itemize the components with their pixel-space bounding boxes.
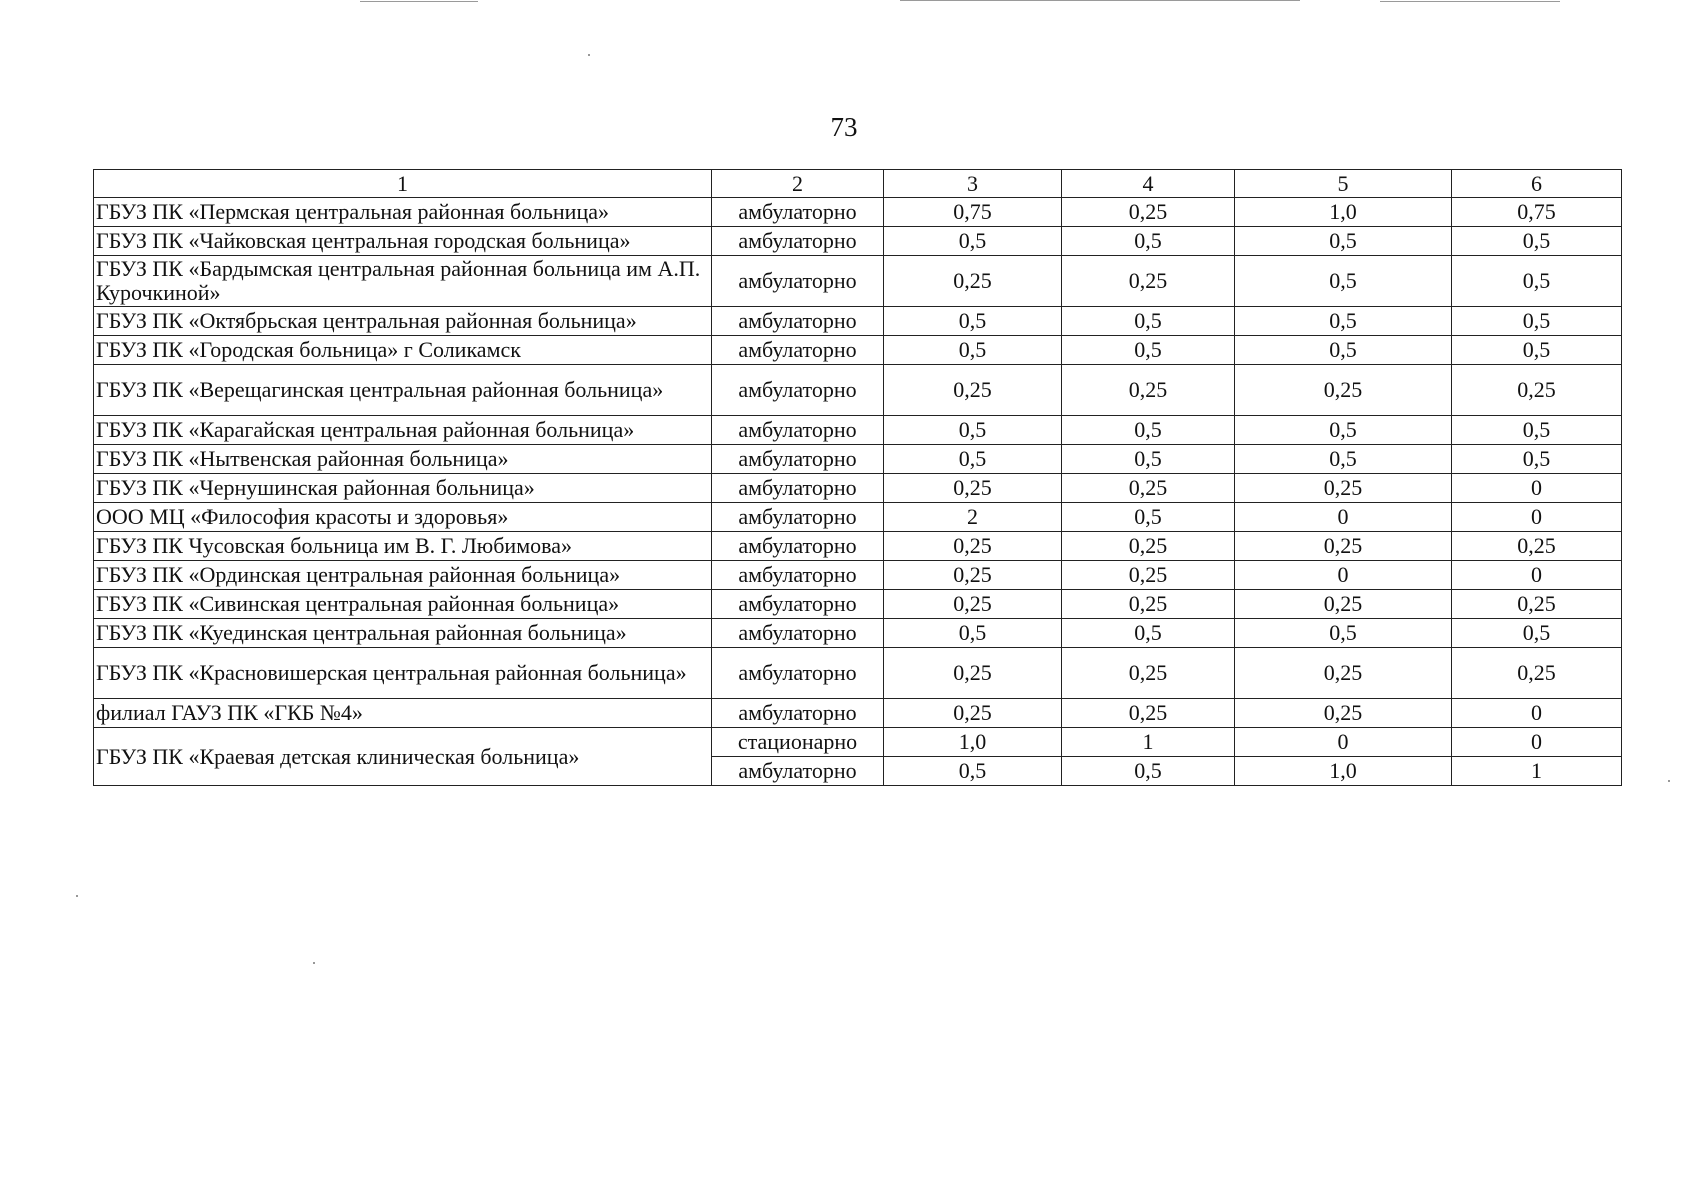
value-col3: 0,5: [884, 307, 1062, 336]
care-mode: амбулаторно: [712, 256, 884, 307]
value-col4: 0,5: [1062, 619, 1235, 648]
table-row: [94, 503, 1622, 532]
value-col3: 0,25: [884, 365, 1062, 416]
care-mode: амбулаторно: [712, 307, 884, 336]
table-row: [94, 445, 1622, 474]
institution-name: ГБУЗ ПК «Верещагинская центральная районная больница»: [94, 365, 712, 416]
table-row: [94, 365, 1622, 416]
value-col6: 0,25: [1452, 590, 1622, 619]
value-col5: 0,5: [1235, 227, 1452, 256]
care-mode: амбулаторно: [712, 532, 884, 561]
header-cell: 5: [1235, 170, 1452, 198]
value-col5: 0,25: [1235, 365, 1452, 416]
value-col6: 0: [1452, 503, 1622, 532]
value-col4: 0,25: [1062, 198, 1235, 227]
value-col6: 0,5: [1452, 227, 1622, 256]
institution-name: ГБУЗ ПК «Бардымская центральная районная больница им А.П. Курочкиной»: [94, 256, 712, 307]
value-col4: 0,25: [1062, 474, 1235, 503]
institution-name: ГБУЗ ПК «Краевая детская клиническая больница»: [94, 728, 712, 786]
value-col3: 0,5: [884, 336, 1062, 365]
institution-name: ГБУЗ ПК «Пермская центральная районная больница»: [94, 198, 712, 227]
value-col6: 0,5: [1452, 619, 1622, 648]
header-cell: 4: [1062, 170, 1235, 198]
table-row: [94, 699, 1622, 728]
value-col3: 0,25: [884, 561, 1062, 590]
care-mode: амбулаторно: [712, 198, 884, 227]
allocation-table: [93, 169, 1622, 786]
value-col5: 0: [1235, 561, 1452, 590]
care-mode: амбулаторно: [712, 561, 884, 590]
value-col6: 0,25: [1452, 532, 1622, 561]
table-row: [94, 728, 1622, 757]
value-col5: 0,25: [1235, 590, 1452, 619]
value-col4: 0,5: [1062, 503, 1235, 532]
scan-artifact: [1668, 780, 1670, 782]
institution-name: ГБУЗ ПК «Карагайская центральная районная больница»: [94, 416, 712, 445]
institution-name: ГБУЗ ПК «Чернушинская районная больница»: [94, 474, 712, 503]
value-col5: 0,5: [1235, 416, 1452, 445]
institution-name: ГБУЗ ПК «Сивинская центральная районная больница»: [94, 590, 712, 619]
value-col3: 0,25: [884, 648, 1062, 699]
value-col4: 0,5: [1062, 757, 1235, 786]
table-row: [94, 336, 1622, 365]
value-col4: 0,25: [1062, 532, 1235, 561]
value-col5: 0: [1235, 503, 1452, 532]
value-col3: 0,5: [884, 757, 1062, 786]
value-col5: 1,0: [1235, 198, 1452, 227]
institution-name: филиал ГАУЗ ПК «ГКБ №4»: [94, 699, 712, 728]
header-cell: 1: [94, 170, 712, 198]
institution-name: ГБУЗ ПК «Ординская центральная районная больница»: [94, 561, 712, 590]
care-mode: амбулаторно: [712, 699, 884, 728]
table-row: [94, 590, 1622, 619]
value-col6: 0,5: [1452, 336, 1622, 365]
value-col3: 0,5: [884, 416, 1062, 445]
value-col4: 0,5: [1062, 227, 1235, 256]
institution-name: ГБУЗ ПК «Красновишерская центральная районная больница»: [94, 648, 712, 699]
table-row: [94, 474, 1622, 503]
value-col4: 0,25: [1062, 256, 1235, 307]
table-row: [94, 198, 1622, 227]
care-mode: амбулаторно: [712, 590, 884, 619]
value-col3: 0,25: [884, 474, 1062, 503]
value-col3: 1,0: [884, 728, 1062, 757]
value-col5: 1,0: [1235, 757, 1452, 786]
scan-artifact: [313, 962, 315, 964]
value-col4: 1: [1062, 728, 1235, 757]
value-col3: 0,25: [884, 532, 1062, 561]
value-col6: 1: [1452, 757, 1622, 786]
institution-name: ГБУЗ ПК Чусовская больница им В. Г. Любимова»: [94, 532, 712, 561]
care-mode: амбулаторно: [712, 503, 884, 532]
care-mode: амбулаторно: [712, 227, 884, 256]
value-col3: 0,25: [884, 256, 1062, 307]
value-col4: 0,5: [1062, 307, 1235, 336]
value-col3: 0,5: [884, 445, 1062, 474]
value-col3: 2: [884, 503, 1062, 532]
value-col6: 0,5: [1452, 416, 1622, 445]
value-col5: 0,5: [1235, 256, 1452, 307]
value-col5: 0,25: [1235, 699, 1452, 728]
scan-artifact: [588, 54, 590, 56]
care-mode: амбулаторно: [712, 336, 884, 365]
scan-artifact: [1380, 1, 1560, 2]
value-col3: 0,5: [884, 227, 1062, 256]
table-row: [94, 307, 1622, 336]
header-cell: 3: [884, 170, 1062, 198]
scan-artifact: [360, 1, 478, 2]
institution-name: ГБУЗ ПК «Городская больница» г Соликамск: [94, 336, 712, 365]
value-col4: 0,25: [1062, 590, 1235, 619]
institution-name: ООО МЦ «Философия красоты и здоровья»: [94, 503, 712, 532]
table-header-row: [94, 170, 1622, 198]
care-mode: амбулаторно: [712, 365, 884, 416]
care-mode: амбулаторно: [712, 474, 884, 503]
table-row: [94, 561, 1622, 590]
care-mode: амбулаторно: [712, 648, 884, 699]
value-col5: 0,25: [1235, 532, 1452, 561]
value-col5: 0,5: [1235, 307, 1452, 336]
value-col4: 0,25: [1062, 561, 1235, 590]
institution-name: ГБУЗ ПК «Чайковская центральная городская больница»: [94, 227, 712, 256]
table-row: [94, 532, 1622, 561]
value-col3: 0,25: [884, 699, 1062, 728]
value-col6: 0,75: [1452, 198, 1622, 227]
table-row: [94, 227, 1622, 256]
value-col4: 0,5: [1062, 416, 1235, 445]
institution-name: ГБУЗ ПК «Куединская центральная районная больница»: [94, 619, 712, 648]
table-row: [94, 619, 1622, 648]
value-col4: 0,5: [1062, 445, 1235, 474]
table-row: [94, 648, 1622, 699]
care-mode: амбулаторно: [712, 445, 884, 474]
value-col6: 0,5: [1452, 445, 1622, 474]
value-col3: 0,75: [884, 198, 1062, 227]
institution-name: ГБУЗ ПК «Октябрьская центральная районная больница»: [94, 307, 712, 336]
value-col5: 0,5: [1235, 336, 1452, 365]
scan-artifact: [900, 0, 1300, 1]
value-col3: 0,25: [884, 590, 1062, 619]
value-col6: 0: [1452, 474, 1622, 503]
table-row: [94, 256, 1622, 307]
scan-artifact: [76, 895, 78, 897]
value-col6: 0: [1452, 699, 1622, 728]
care-mode: амбулаторно: [712, 416, 884, 445]
value-col5: 0,5: [1235, 445, 1452, 474]
value-col5: 0,25: [1235, 474, 1452, 503]
value-col6: 0,25: [1452, 648, 1622, 699]
value-col5: 0: [1235, 728, 1452, 757]
value-col4: 0,25: [1062, 648, 1235, 699]
care-mode: амбулаторно: [712, 619, 884, 648]
value-col4: 0,5: [1062, 336, 1235, 365]
value-col6: 0,5: [1452, 307, 1622, 336]
value-col5: 0,25: [1235, 648, 1452, 699]
page-number: 73: [830, 112, 858, 142]
institution-name: ГБУЗ ПК «Нытвенская районная больница»: [94, 445, 712, 474]
header-cell: 2: [712, 170, 884, 198]
value-col5: 0,5: [1235, 619, 1452, 648]
value-col3: 0,5: [884, 619, 1062, 648]
value-col4: 0,25: [1062, 699, 1235, 728]
value-col6: 0: [1452, 561, 1622, 590]
care-mode: стационарно: [712, 728, 884, 757]
value-col6: 0,5: [1452, 256, 1622, 307]
table-row: [94, 416, 1622, 445]
value-col4: 0,25: [1062, 365, 1235, 416]
value-col6: 0,25: [1452, 365, 1622, 416]
value-col6: 0: [1452, 728, 1622, 757]
header-cell: 6: [1452, 170, 1622, 198]
care-mode: амбулаторно: [712, 757, 884, 786]
